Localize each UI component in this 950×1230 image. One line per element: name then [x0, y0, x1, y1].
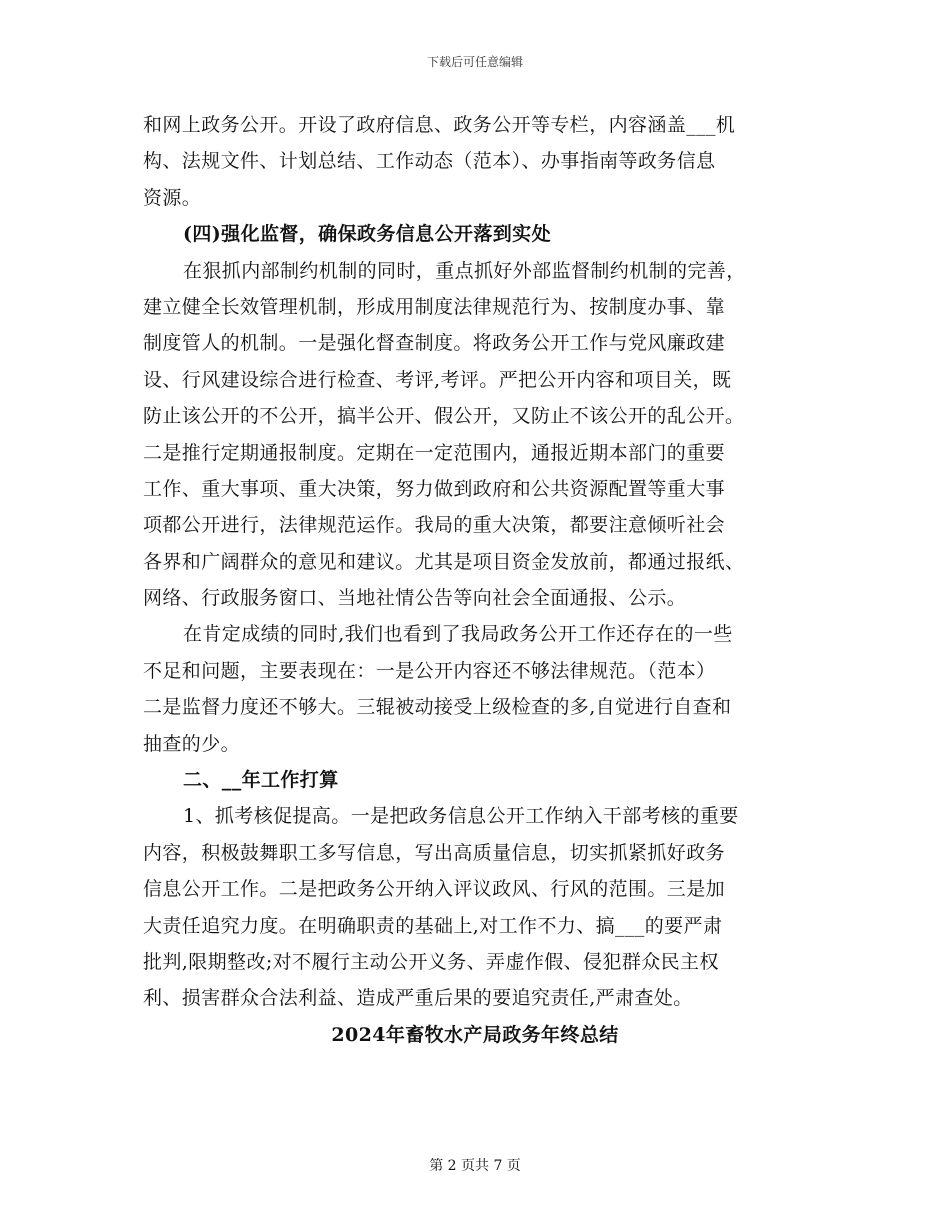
section-heading: 二、__年工作打算 [183, 769, 339, 792]
page-footer: 第 2 页共 7 页 [429, 1158, 521, 1174]
body-line: 利、损害群众合法利益、造成严重后果的要追究责任,严肃查处。 [143, 987, 693, 1010]
body-line: 各界和广阔群众的意见和建议。尤其是项目资金发放前，都通过报纸、 [143, 550, 745, 573]
body-line: 设、行风建设综合进行检查、考评,考评。严把公开内容和项目关，既 [143, 368, 732, 391]
body-line: 网络、行政服务窗口、当地社情公告等向社会全面通报、公示。 [143, 587, 687, 610]
body-line: 二是监督力度还不够大。三辊被动接受上级检查的多,自觉进行自查和 [143, 696, 732, 719]
body-line: 资源。 [143, 186, 202, 209]
body-line: 和网上政务公开。开设了政府信息、政务公开等专栏，内容涵盖___机 [143, 114, 736, 136]
body-line: 批判,限期整改;对不履行主动公开义务、弄虚作假、侵犯群众民主权 [143, 950, 719, 973]
body-line: 防止该公开的不公开，搞半公开、假公开，又防止不该公开的乱公开。 [143, 405, 745, 428]
body-line: 不足和问题，主要表现在：一是公开内容还不够法律规范。（范本） [143, 659, 716, 682]
body-line: 制度管人的机制。一是强化督查制度。将政务公开工作与党风廉政建 [143, 332, 726, 355]
body-line: 1、抓考核促提高。一是把政务信息公开工作纳入干部考核的重要 [183, 805, 739, 828]
document-body [143, 110, 807, 1056]
body-line: 建立健全长效管理机制，形成用制度法律规范行为、按制度办事、靠 [143, 295, 726, 318]
body-line: 内容，积极鼓舞职工多写信息，写出高质量信息，切实抓紧抓好政务 [143, 841, 726, 864]
body-line: 二是推行定期通报制度。定期在一定范围内，通报近期本部门的重要 [143, 441, 726, 464]
body-line: 大责任追究力度。在明确职责的基础上,对工作不力、搞___的要严肃 [143, 914, 723, 937]
body-line: 信息公开工作。二是把政务公开纳入评议政风、行风的范围。三是加 [143, 878, 726, 901]
section-heading: (四)强化监督，确保政务信息公开落到实处 [183, 223, 551, 246]
body-line: 工作、重大事项、重大决策，努力做到政府和公共资源配置等重大事 [143, 477, 726, 500]
page-header: 下载后可任意编辑 [426, 55, 523, 69]
body-line: 抽查的少。 [143, 732, 241, 755]
body-line: 在肯定成绩的同时,我们也看到了我局政务公开工作还存在的一些 [183, 623, 733, 646]
body-line: 构、法规文件、计划总结、工作动态（范本）、办事指南等政务信息 [143, 150, 716, 173]
body-line: 项都公开进行，法律规范运作。我局的重大决策，都要注意倾听社会 [143, 514, 726, 537]
document-title: 2024年畜牧水产局政务年终总结 [331, 1023, 619, 1046]
body-line: 在狠抓内部制约机制的同时，重点抓好外部监督制约机制的完善， [183, 259, 746, 282]
